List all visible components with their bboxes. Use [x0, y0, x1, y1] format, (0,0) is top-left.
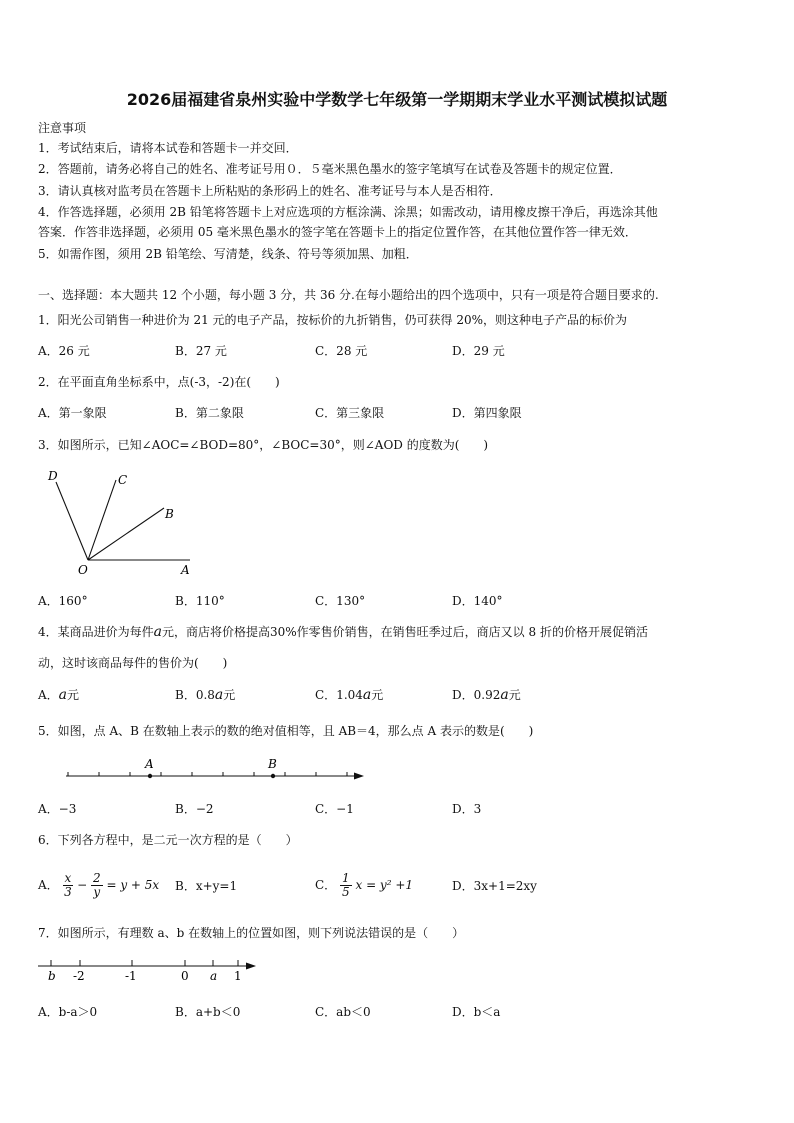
q1-option-d: D．29 元 [452, 344, 505, 358]
label-d: D [48, 469, 58, 483]
label-c: C [118, 473, 128, 487]
q3-option-c: C．130° [315, 594, 366, 608]
q5-option-c: C．−1 [315, 802, 354, 816]
q2-option-a: A．第一象限 [38, 406, 107, 420]
question-1-stem: 1．阳光公司销售一种进价为 21 元的电子产品，按标价的九折销售，仍可获得 20%，则这种电子产品的标价为 [38, 313, 628, 327]
question-6-stem: 6．下列各方程中，是二元一次方程的是（ ） [38, 833, 298, 847]
q2-option-d: D．第四象限 [452, 406, 522, 420]
q2-option-b: B．第二象限 [175, 406, 244, 420]
q6-option-a: A． $\frac{x}{3}$ − $\frac{2}{y}$ = y + 5x [38, 871, 160, 899]
q6-option-c: C． $\frac{1}{5}$ x = y² +1 [315, 871, 414, 899]
question-3-stem: 3．如图所示，已知∠AOC=∠BOD=80°，∠BOC=30°，则∠AOD 的度数为( ) [38, 438, 489, 452]
question-4-stem-cont: 动，这时该商品每件的售价为( ) [38, 656, 228, 670]
notice-item: 4．作答选择题，必须用 2B 铅笔将答题卡上对应选项的方框涂满、涂黑；如需改动，请用橡皮擦干净后，再选涂其他 [38, 205, 658, 219]
q7-option-c: C．ab＜0 [315, 1005, 371, 1019]
q5-option-a: A．−3 [38, 802, 77, 816]
section-heading: 一、选择题：本大题共 12 个小题，每小题 3 分，共 36 分.在每小题给出的四个选项中，只有一项是符合题目要求的. [38, 288, 659, 302]
fraction: $\frac{2}{y}$ [93, 871, 101, 899]
point-b [271, 774, 275, 778]
label-a: A [145, 757, 154, 771]
ray-oc [88, 480, 116, 560]
notice-item: 1．考试结束后，请将本试卷和答题卡一并交回． [38, 141, 298, 155]
label-o: O [78, 563, 88, 577]
q3-option-a: A．160° [38, 594, 88, 608]
var-a: a [153, 624, 162, 640]
q4-option-c: C．1.04a元 [315, 687, 384, 703]
label-b: B [165, 507, 174, 521]
number-line-q7 [36, 955, 262, 987]
axis-arrow [246, 963, 256, 970]
q6-option-d: D．3x+1=2xy [452, 879, 537, 893]
q5-option-b: B．−2 [175, 802, 214, 816]
label-0: 0 [181, 969, 189, 983]
q1-option-c: C．28 元 [315, 344, 368, 358]
q5-option-d: D．3 [452, 802, 482, 816]
ray-ob [88, 508, 164, 560]
ray-od [56, 482, 88, 560]
label-1: 1 [234, 969, 242, 983]
fraction: $\frac{1}{5}$ [342, 871, 350, 899]
page-title: 2026届福建省泉州实验中学数学七年级第一学期期末学业水平测试模拟试题 [126, 90, 668, 109]
label-a: A [181, 563, 190, 577]
q7-option-b: B．a+b＜0 [175, 1005, 241, 1019]
q7-option-a: A．b-a＞0 [38, 1005, 98, 1019]
fraction: $\frac{x}{3}$ [64, 871, 72, 899]
notice-item: 答案．作答非选择题，必须用 05 毫米黑色墨水的签字笔在答题卡上的指定位置作答，在其他位置作答一律无效． [38, 225, 637, 239]
q6-option-b: B．x+y=1 [175, 879, 238, 893]
label-neg2: -2 [73, 969, 85, 983]
label-neg1: -1 [125, 969, 137, 983]
axis-arrow [354, 773, 364, 780]
angle-figure [40, 464, 200, 579]
notice-item: 5．如需作图，须用 2B 铅笔绘、写清楚，线条、符号等须加黑、加粗． [38, 247, 418, 261]
q1-option-a: A．26 元 [38, 344, 90, 358]
q3-option-d: D．140° [452, 594, 503, 608]
label-b: B [268, 757, 277, 771]
question-5-stem: 5．如图，点 A、B 在数轴上表示的数的绝对值相等，且 AB＝4，那么点 A 表示的数是( ) [38, 724, 534, 738]
q4-option-d: D．0.92a元 [452, 687, 521, 703]
question-7-stem: 7．如图所示，有理数 a、b 在数轴上的位置如图，则下列说法错误的是（ ） [38, 926, 465, 940]
q7-option-d: D．b＜a [452, 1005, 501, 1019]
notice-item: 2．答题前，请务必将自己的姓名、准考证号用０．５毫米黑色墨水的签字笔填写在试卷及答题卡的规定位置． [38, 162, 622, 176]
notice-item: 3．请认真核对监考员在答题卡上所粘贴的条形码上的姓名、准考证号与本人是否相符． [38, 184, 502, 198]
axis-ticks [68, 772, 347, 776]
label-a: a [210, 969, 218, 983]
point-a [148, 774, 152, 778]
q3-option-b: B．110° [175, 594, 225, 608]
question-2-stem: 2．在平面直角坐标系中，点(-3，-2)在( ) [38, 375, 280, 389]
q4-option-a: A．a元 [38, 687, 80, 703]
notice-heading: 注意事项 [38, 121, 87, 135]
number-line-q5 [60, 756, 370, 786]
question-4-stem: 4．某商品进价为每件a元，商店将价格提高30%作零售价销售，在销售旺季过后，商店又以 8 折的价格开展促销活 [38, 624, 648, 640]
q1-option-b: B．27 元 [175, 344, 227, 358]
q2-option-c: C．第三象限 [315, 406, 385, 420]
label-b: b [48, 969, 56, 983]
q4-option-b: B．0.8a元 [175, 687, 236, 703]
